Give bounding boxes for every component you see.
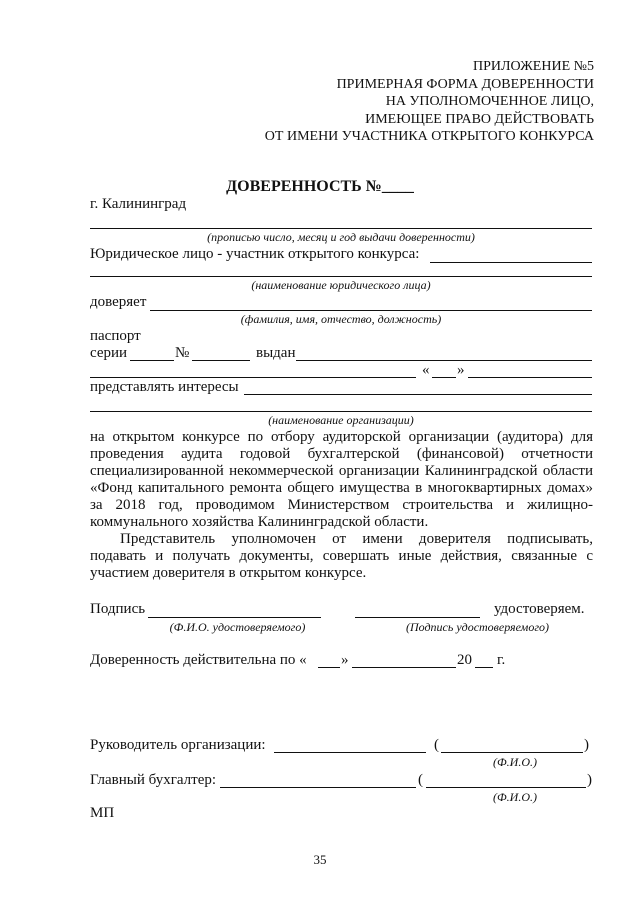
body-line: «Фонд капитального ремонта общего имущества в многоквартирных домах»	[90, 480, 593, 496]
issued-line	[296, 360, 592, 361]
signature-label: Подпись	[90, 601, 146, 617]
appendix-line: НА УПОЛНОМОЧЕННОЕ ЛИЦО,	[385, 94, 594, 109]
legal-entity-label: Юридическое лицо - участник открытого конкурса:	[90, 246, 420, 262]
appendix-line: ИМЕЮЩЕЕ ПРАВО ДЕЙСТВОВАТЬ	[365, 111, 594, 127]
legal-entity-line	[430, 262, 592, 263]
body-line: подавать и получать документы, совершать иные действия, связанные с	[90, 548, 593, 564]
head-label: Руководитель организации:	[90, 737, 266, 753]
quote-close: »	[457, 362, 465, 378]
organization-line	[90, 411, 592, 412]
represent-line	[244, 394, 592, 395]
validity-month-line	[352, 667, 456, 668]
signature-certified-caption: (Подпись удостоверяемого)	[405, 620, 550, 634]
validity-year-prefix: 20	[457, 652, 472, 668]
appendix-line: ПРИМЕРНАЯ ФОРМА ДОВЕРЕННОСТИ	[336, 76, 594, 92]
fio-certified-caption: (Ф.И.О. удостоверяемого)	[169, 620, 306, 634]
trusts-line	[150, 310, 592, 311]
appendix-header	[265, 58, 594, 146]
issued-line-2	[90, 377, 416, 378]
validity-year-line	[475, 667, 493, 668]
head-signature-line	[274, 752, 426, 753]
accountant-fio-line	[426, 787, 586, 788]
person-caption: (фамилия, имя, отчество, должность)	[240, 312, 442, 326]
body-line: специализированной некоммерческой организации Калининградской области	[90, 463, 593, 479]
document-title: ДОВЕРЕННОСТЬ №____	[226, 178, 414, 195]
series-label: серии	[90, 345, 128, 361]
head-fio-caption: (Ф.И.О.)	[493, 755, 537, 769]
body-line: проведения аудита годовой бухгалтерской (финансовой) отчетности	[90, 446, 593, 462]
organization-caption: (наименование организации)	[268, 413, 414, 427]
validity-label: Доверенность действительна по «	[90, 652, 307, 668]
signature-line	[148, 617, 321, 618]
head-open-paren: (	[434, 737, 439, 753]
series-line	[130, 360, 174, 361]
head-close-paren: )	[584, 737, 589, 753]
issued-label: выдан	[256, 345, 296, 361]
accountant-fio-caption: (Ф.И.О.)	[493, 790, 537, 804]
body-line: на открытом конкурсе по отбору аудиторской организации (аудитора) для	[90, 429, 593, 445]
validity-quote-close: »	[341, 652, 349, 668]
body-line: коммунального хозяйства Калининградской области.	[90, 514, 429, 530]
body-line: участием доверителя в открытом конкурсе.	[90, 565, 367, 581]
trusts-label: доверяет	[90, 294, 147, 310]
body-paragraph	[90, 429, 593, 531]
body-line: за 2018 год, проводимом Министерством строительства и жилищно-	[90, 497, 593, 513]
authority-paragraph	[90, 531, 593, 582]
number-label: №	[175, 345, 190, 361]
passport-label: паспорт	[90, 328, 141, 344]
date-line	[90, 228, 592, 229]
legal-name-caption: (наименование юридического лица)	[251, 278, 431, 292]
number-line	[192, 360, 250, 361]
quote-open: «	[422, 362, 430, 378]
accountant-close-paren: )	[587, 772, 592, 788]
validity-day-line	[318, 667, 340, 668]
appendix-line: ПРИЛОЖЕНИЕ №5	[473, 59, 594, 74]
legal-entity-line-2	[90, 276, 592, 277]
head-fio-line	[441, 752, 583, 753]
certify-text: удостоверяем.	[494, 601, 585, 617]
signature-certified-line	[355, 617, 480, 618]
day-line	[432, 377, 456, 378]
accountant-open-paren: (	[418, 772, 423, 788]
page-number: 35	[313, 852, 327, 867]
represent-label: представлять интересы	[90, 379, 239, 395]
body-line: Представитель уполномочен от имени доверителя подписывать,	[120, 531, 593, 547]
accountant-signature-line	[220, 787, 416, 788]
appendix-line: ОТ ИМЕНИ УЧАСТНИКА ОТКРЫТОГО КОНКУРСА	[264, 129, 594, 144]
stamp-label: МП	[90, 805, 115, 821]
city: г. Калининград	[90, 196, 187, 212]
validity-year-suffix: г.	[497, 652, 506, 668]
accountant-label: Главный бухгалтер:	[90, 772, 217, 788]
month-year-line	[468, 377, 592, 378]
date-caption: (прописью число, месяц и год выдачи доверенности)	[207, 230, 475, 244]
